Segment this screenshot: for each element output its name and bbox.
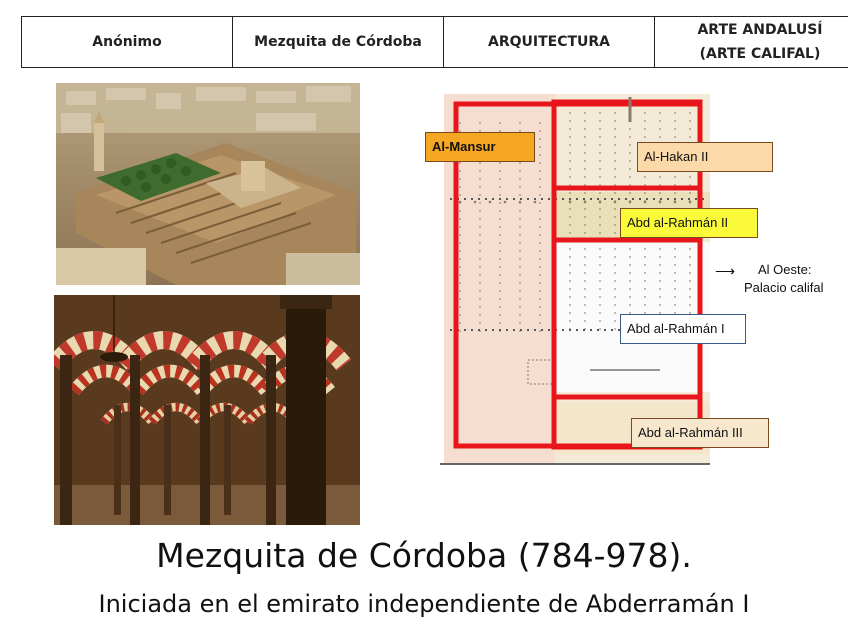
header-work: Mezquita de Córdoba	[254, 34, 422, 50]
interior-photo-image	[54, 295, 360, 525]
header-discipline-cell	[444, 17, 655, 68]
mosque-floor-plan	[432, 92, 848, 472]
header-author-cell	[22, 17, 233, 68]
west-note-line1: Al Oeste:	[758, 262, 812, 277]
west-arrow-icon: ⟶	[715, 263, 736, 279]
header-style-line1: ARTE ANDALUSÍ	[697, 22, 823, 38]
aerial-photo	[56, 83, 360, 285]
interior-photo	[54, 295, 360, 525]
caption-subtitle: Iniciada en el emirato independiente de Abderramán I	[98, 590, 750, 618]
label-al-mansur: Al-Mansur	[425, 132, 535, 162]
west-note-line2: Palacio califal	[744, 280, 824, 295]
label-abd-al-rahman-iii: Abd al-Rahmán III	[631, 418, 769, 448]
caption-title: Mezquita de Córdoba (784-978).	[156, 536, 692, 575]
header-discipline: ARQUITECTURA	[487, 34, 610, 50]
label-abd-al-rahman-i: Abd al-Rahmán I	[620, 314, 746, 344]
label-abd-al-rahman-ii: Abd al-Rahmán II	[620, 208, 758, 238]
header-style-line2: (ARTE CALIFAL)	[699, 46, 821, 62]
header-style-cell	[655, 17, 848, 68]
label-al-hakan-ii: Al-Hakan II	[637, 142, 773, 172]
header-author: Anónimo	[92, 34, 162, 50]
aerial-photo-image	[56, 83, 360, 285]
header-table	[21, 16, 848, 68]
header-work-cell	[233, 17, 444, 68]
